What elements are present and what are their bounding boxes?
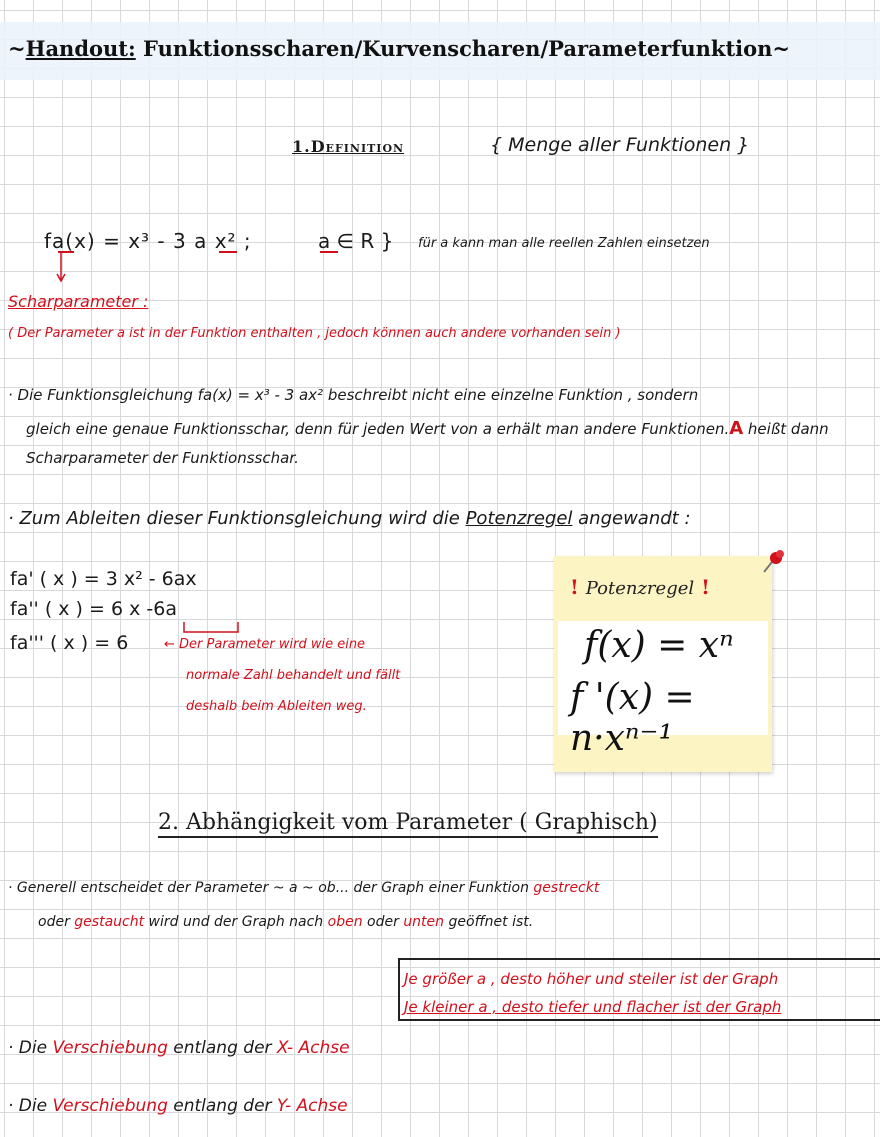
definition-formula: fa(x) = x³ - 3 a x² ; <box>44 229 252 253</box>
shift-x-mid: entlang der <box>167 1038 277 1058</box>
word-unten: unten <box>403 914 445 930</box>
bullet3-middle: wird und der Graph nach <box>144 914 328 930</box>
handout-title <box>8 36 790 61</box>
shift-x-verschiebung: Verschiebung <box>52 1038 168 1058</box>
bullet1-line2-end: heißt dann <box>743 420 829 438</box>
bullet2-text: · Zum Ableiten dieser Funktionsgleichung wird die <box>8 508 466 529</box>
title-tilde-left: ~ <box>8 36 26 61</box>
sticky-title-text: Potenzregel <box>585 578 695 599</box>
shift-y-verschiebung: Verschiebung <box>52 1096 168 1116</box>
title-handout-label: Handout: <box>25 36 136 61</box>
exclamation-icon: ! <box>570 575 586 599</box>
shift-y <box>8 1096 348 1116</box>
bullet1-line1: · Die Funktionsgleichung fa(x) = x³ - 3 ax² beschreibt nicht eine einzelne Funktion , sondern <box>8 386 699 404</box>
formula-f-prime: f '(x) = n·xⁿ⁻¹ <box>570 677 695 759</box>
word-gestaucht: gestaucht <box>74 914 145 930</box>
shift-y-pre: · Die <box>8 1096 53 1116</box>
derivative-note-2: normale Zahl behandelt und fällt <box>186 668 401 683</box>
section1-heading: 1.Definition <box>292 137 405 156</box>
bullet1-line3: Scharparameter der Funktionsschar. <box>26 449 299 467</box>
section2-heading: 2. Abhängigkeit vom Parameter ( Graphisch) <box>158 810 658 838</box>
potenzregel-sticky-note <box>554 556 772 772</box>
rules-left-border <box>398 958 400 1020</box>
bullet3-line1-text: · Generell entscheidet der Parameter ~ a ~ ob... der Graph einer Funktion <box>8 880 534 896</box>
definition-domain: a ∈ R } <box>318 229 394 253</box>
scharparameter-label: Scharparameter : <box>8 292 149 311</box>
title-topic: Funktionsscharen/Kurvenscharen/Parameterfunktion <box>135 36 773 61</box>
derivative-3: fa''' ( x ) = 6 <box>10 632 129 654</box>
section1-note: { Menge aller Funktionen } <box>490 134 750 156</box>
shift-x-axis: X- Achse <box>276 1038 350 1058</box>
derivative-2: fa'' ( x ) = 6 x -6a <box>10 598 177 620</box>
rule-kleiner: Je kleiner a , desto tiefer und flacher ist der Graph <box>404 998 782 1016</box>
rule-groesser: Je größer a , desto höher und steiler ist der Graph <box>404 970 779 988</box>
bullet3-oder: oder <box>38 914 75 930</box>
bullet2-end: angewandt : <box>572 508 691 529</box>
bullet3-end: geöffnet ist. <box>444 914 534 930</box>
definition-domain-note: für a kann man alle reellen Zahlen einsetzen <box>418 236 710 251</box>
word-gestreckt: gestreckt <box>533 880 600 896</box>
bullet1-a-highlight: A <box>729 418 744 439</box>
shift-x <box>8 1038 350 1058</box>
scharparameter-explanation: ( Der Parameter a ist in der Funktion enthalten , jedoch können auch andere vorhanden sein ) <box>8 326 621 341</box>
bullet3-line1 <box>8 880 599 896</box>
rules-top-border <box>398 958 880 960</box>
title-tilde-right: ~ <box>772 36 791 61</box>
derivative-note-3: deshalb beim Ableiten weg. <box>186 699 367 714</box>
bullet3-oder2: oder <box>362 914 404 930</box>
derivative-note-1: ← Der Parameter wird wie eine <box>164 637 366 652</box>
rules-bottom-border <box>398 1019 880 1021</box>
underline-marks <box>48 228 348 288</box>
bullet3-line2 <box>38 914 533 930</box>
bullet1-line2 <box>26 418 829 439</box>
word-oben: oben <box>327 914 363 930</box>
shift-y-axis: Y- Achse <box>276 1096 348 1116</box>
shift-x-pre: · Die <box>8 1038 53 1058</box>
potenzregel-term: Potenzregel <box>465 508 573 529</box>
derivative-1: fa' ( x ) = 3 x² - 6ax <box>10 568 197 590</box>
push-pin-icon <box>758 546 790 578</box>
exclamation-icon: ! <box>694 575 710 599</box>
formula-box <box>558 621 768 759</box>
formula-f: f(x) = xⁿ <box>584 625 734 666</box>
bullet1-line2-text: gleich eine genaue Funktionsschar, denn für jeden Wert von a erhält man andere Funktionen. <box>26 420 730 438</box>
shift-y-mid: entlang der <box>167 1096 277 1116</box>
bullet2 <box>8 508 691 529</box>
sticky-title <box>570 575 710 599</box>
